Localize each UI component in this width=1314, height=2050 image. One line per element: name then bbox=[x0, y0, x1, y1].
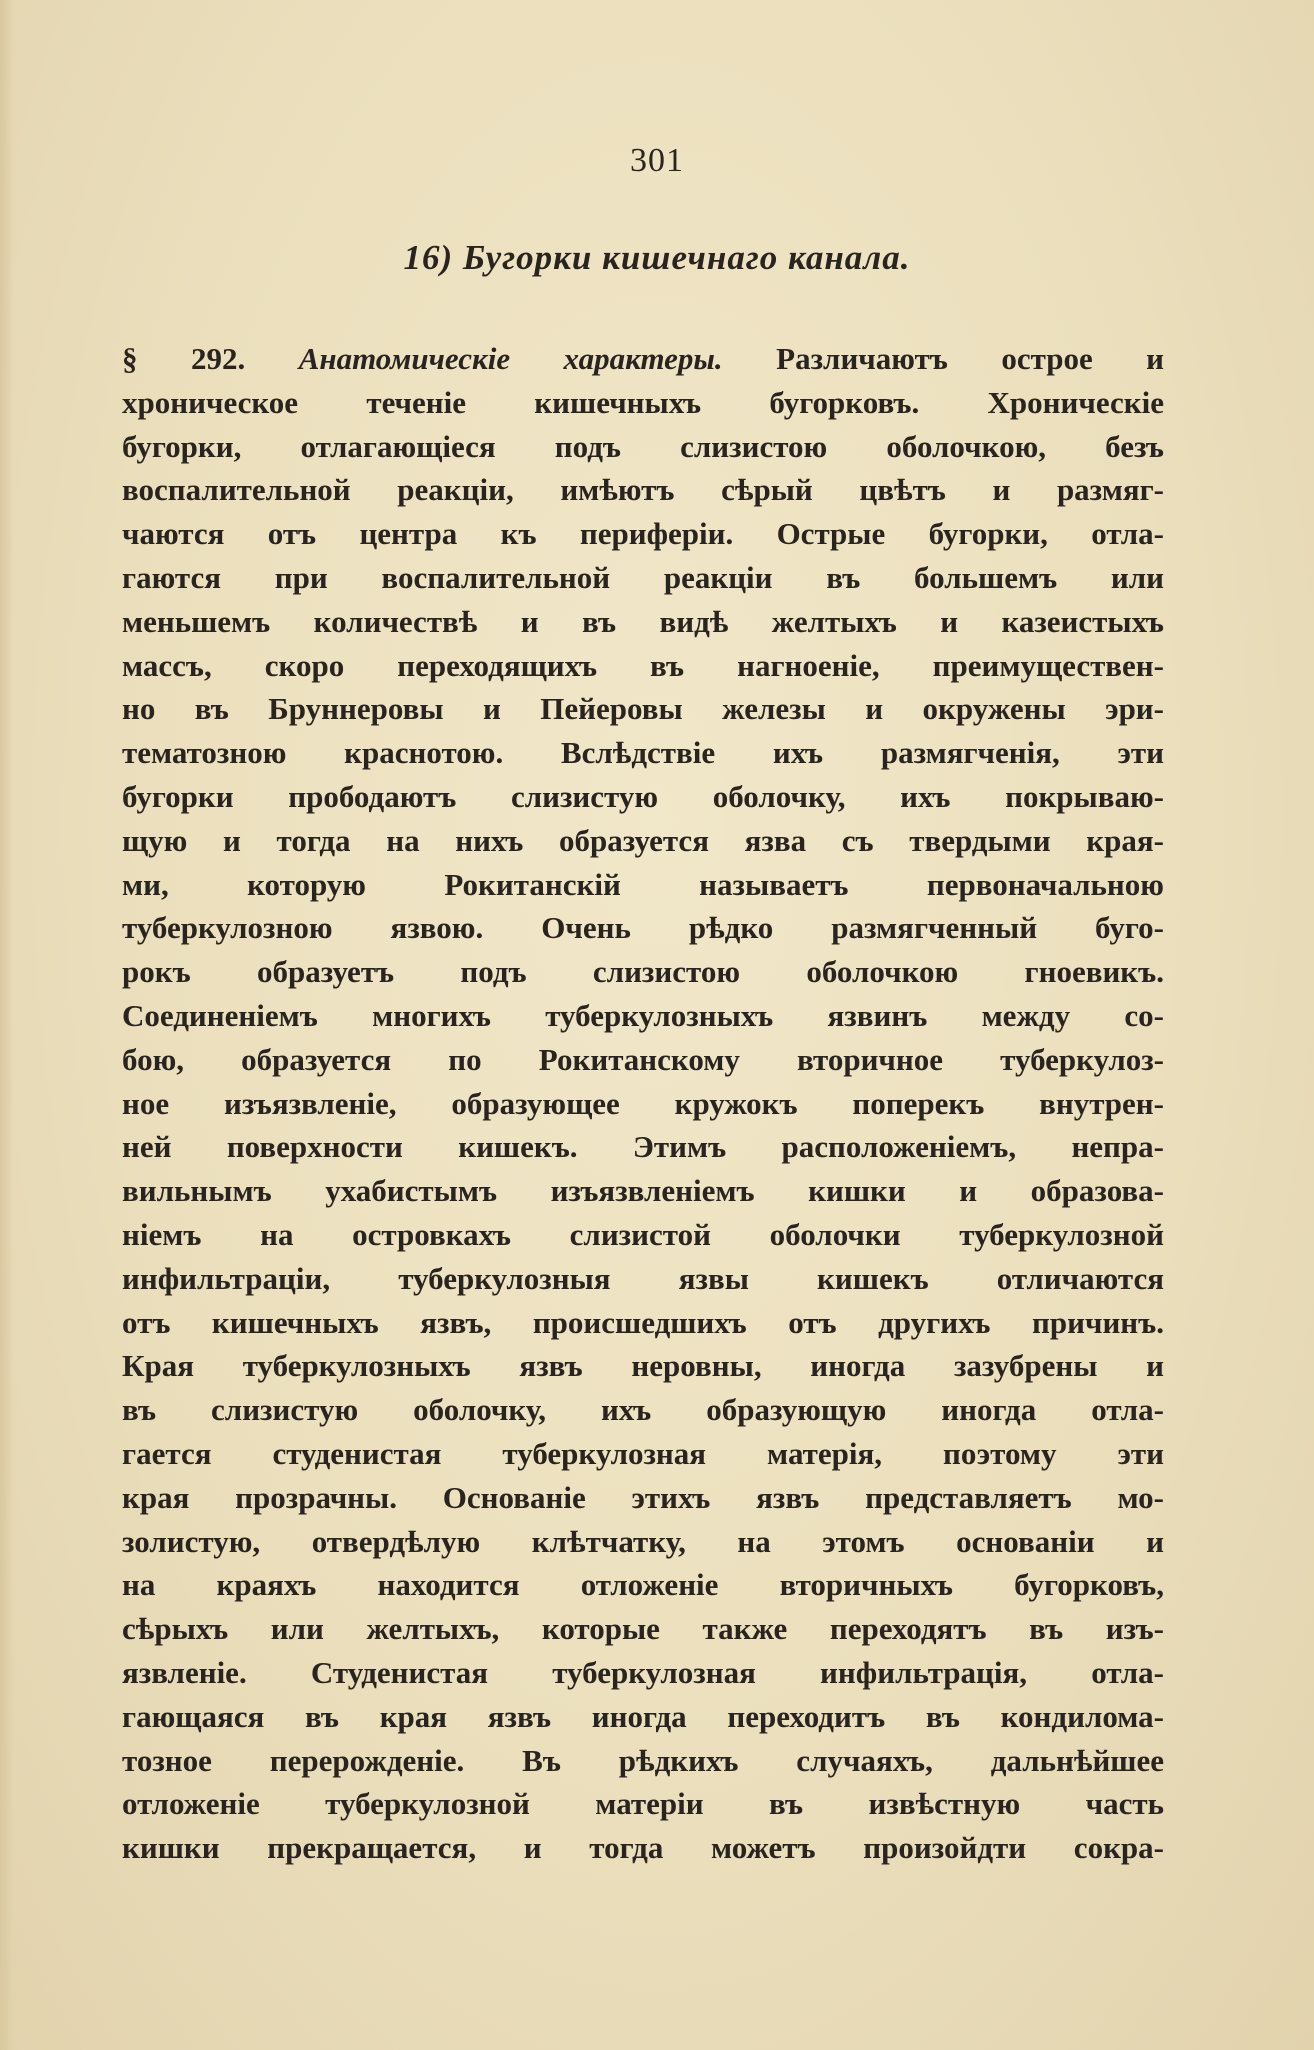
text-line: на краяхъ находится отложеніе вторичныхъ бугорковъ, bbox=[122, 1567, 1164, 1603]
text-line: массъ, скоро переходящихъ въ нагноеніе, преимуществен- bbox=[122, 647, 1164, 683]
text-line: щую и тогда на нихъ образуется язва съ твердыми края- bbox=[122, 822, 1164, 858]
text-line: кишки прекращается, и тогда можетъ произойдти сокра- bbox=[122, 1830, 1164, 1866]
section-mark: § 292. bbox=[122, 341, 246, 376]
text-line: сѣрыхъ или желтыхъ, которые также переходятъ въ изъ- bbox=[122, 1611, 1164, 1647]
text-line: инфильтраціи, туберкулозныя язвы кишекъ отличаются bbox=[122, 1260, 1164, 1296]
text-line: бугорки, отлагающіеся подъ слизистою оболочкою, безъ bbox=[122, 428, 1164, 464]
text-line: но въ Бруннеровы и Пейеровы железы и окружены эри- bbox=[122, 691, 1164, 727]
text-line: чаются отъ центра къ периферіи. Острые бугорки, отла- bbox=[122, 516, 1164, 552]
text-line: тематозною краснотою. Вслѣдствіе ихъ размягченія, эти bbox=[122, 735, 1164, 771]
text-line: меньшемъ количествѣ и въ видѣ желтыхъ и казеистыхъ bbox=[122, 603, 1164, 639]
text-line: гаются при воспалительной реакціи въ большемъ или bbox=[122, 559, 1164, 595]
text-line: воспалительной реакціи, имѣютъ сѣрый цвѣтъ и размяг- bbox=[122, 472, 1164, 508]
text-line: въ слизистую оболочку, ихъ образующую иногда отла- bbox=[122, 1392, 1164, 1428]
text-line: отложеніе туберкулозной матеріи въ извѣстную часть bbox=[122, 1786, 1164, 1822]
text-line: края прозрачны. Основаніе этихъ язвъ представляетъ мо- bbox=[122, 1479, 1164, 1515]
text-line: ней поверхности кишекъ. Этимъ расположеніемъ, непра- bbox=[122, 1129, 1164, 1165]
paragraph-body bbox=[122, 337, 1164, 1870]
text-line: хроническое теченіе кишечныхъ бугорковъ. Хроническіе bbox=[122, 384, 1164, 420]
text-line: гающаяся въ края язвъ иногда переходитъ въ кондилома- bbox=[122, 1698, 1164, 1734]
text-line: туберкулозною язвою. Очень рѣдко размягченный буго- bbox=[122, 910, 1164, 946]
paragraph-heading: Анатомическіе характеры. bbox=[298, 341, 723, 376]
text-line: ніемъ на островкахъ слизистой оболочки туберкулозной bbox=[122, 1216, 1164, 1252]
text-line: рокъ образуетъ подъ слизистою оболочкою гноевикъ. bbox=[122, 954, 1164, 990]
text-line: вильнымъ ухабистымъ изъязвленіемъ кишки и образова- bbox=[122, 1173, 1164, 1209]
text-line: ми, которую Рокитанскій называетъ первоначальною bbox=[122, 866, 1164, 902]
text-line: Края туберкулозныхъ язвъ неровны, иногда зазубрены и bbox=[122, 1348, 1164, 1384]
text-line: гается студенистая туберкулозная матерія, поэтому эти bbox=[122, 1435, 1164, 1471]
text-line: язвленіе. Студенистая туберкулозная инфильтрація, отла- bbox=[122, 1654, 1164, 1690]
text-line: тозное перерожденіе. Въ рѣдкихъ случаяхъ, дальнѣйшее bbox=[122, 1742, 1164, 1778]
text-line: Соединеніемъ многихъ туберкулозныхъ язвинъ между со- bbox=[122, 997, 1164, 1033]
text-line: отъ кишечныхъ язвъ, происшедшихъ отъ другихъ причинъ. bbox=[122, 1304, 1164, 1340]
text-line: бою, образуется по Рокитанскому вторичное туберкулоз- bbox=[122, 1041, 1164, 1077]
text-line: золистую, отвердѣлую клѣтчатку, на этомъ основаніи и bbox=[122, 1523, 1164, 1559]
page-number: 301 bbox=[630, 142, 684, 179]
text-line: Различаютъ острое и bbox=[776, 341, 1164, 376]
text-line: ное изъязвленіе, образующее кружокъ поперекъ внутрен- bbox=[122, 1085, 1164, 1121]
paragraph-first-line bbox=[122, 337, 1164, 381]
section-title: 16) Бугорки кишечнаго канала. bbox=[403, 238, 911, 277]
text-line: бугорки прободаютъ слизистую оболочку, ихъ покрываю- bbox=[122, 778, 1164, 814]
page-edge-shadow bbox=[0, 0, 14, 2050]
